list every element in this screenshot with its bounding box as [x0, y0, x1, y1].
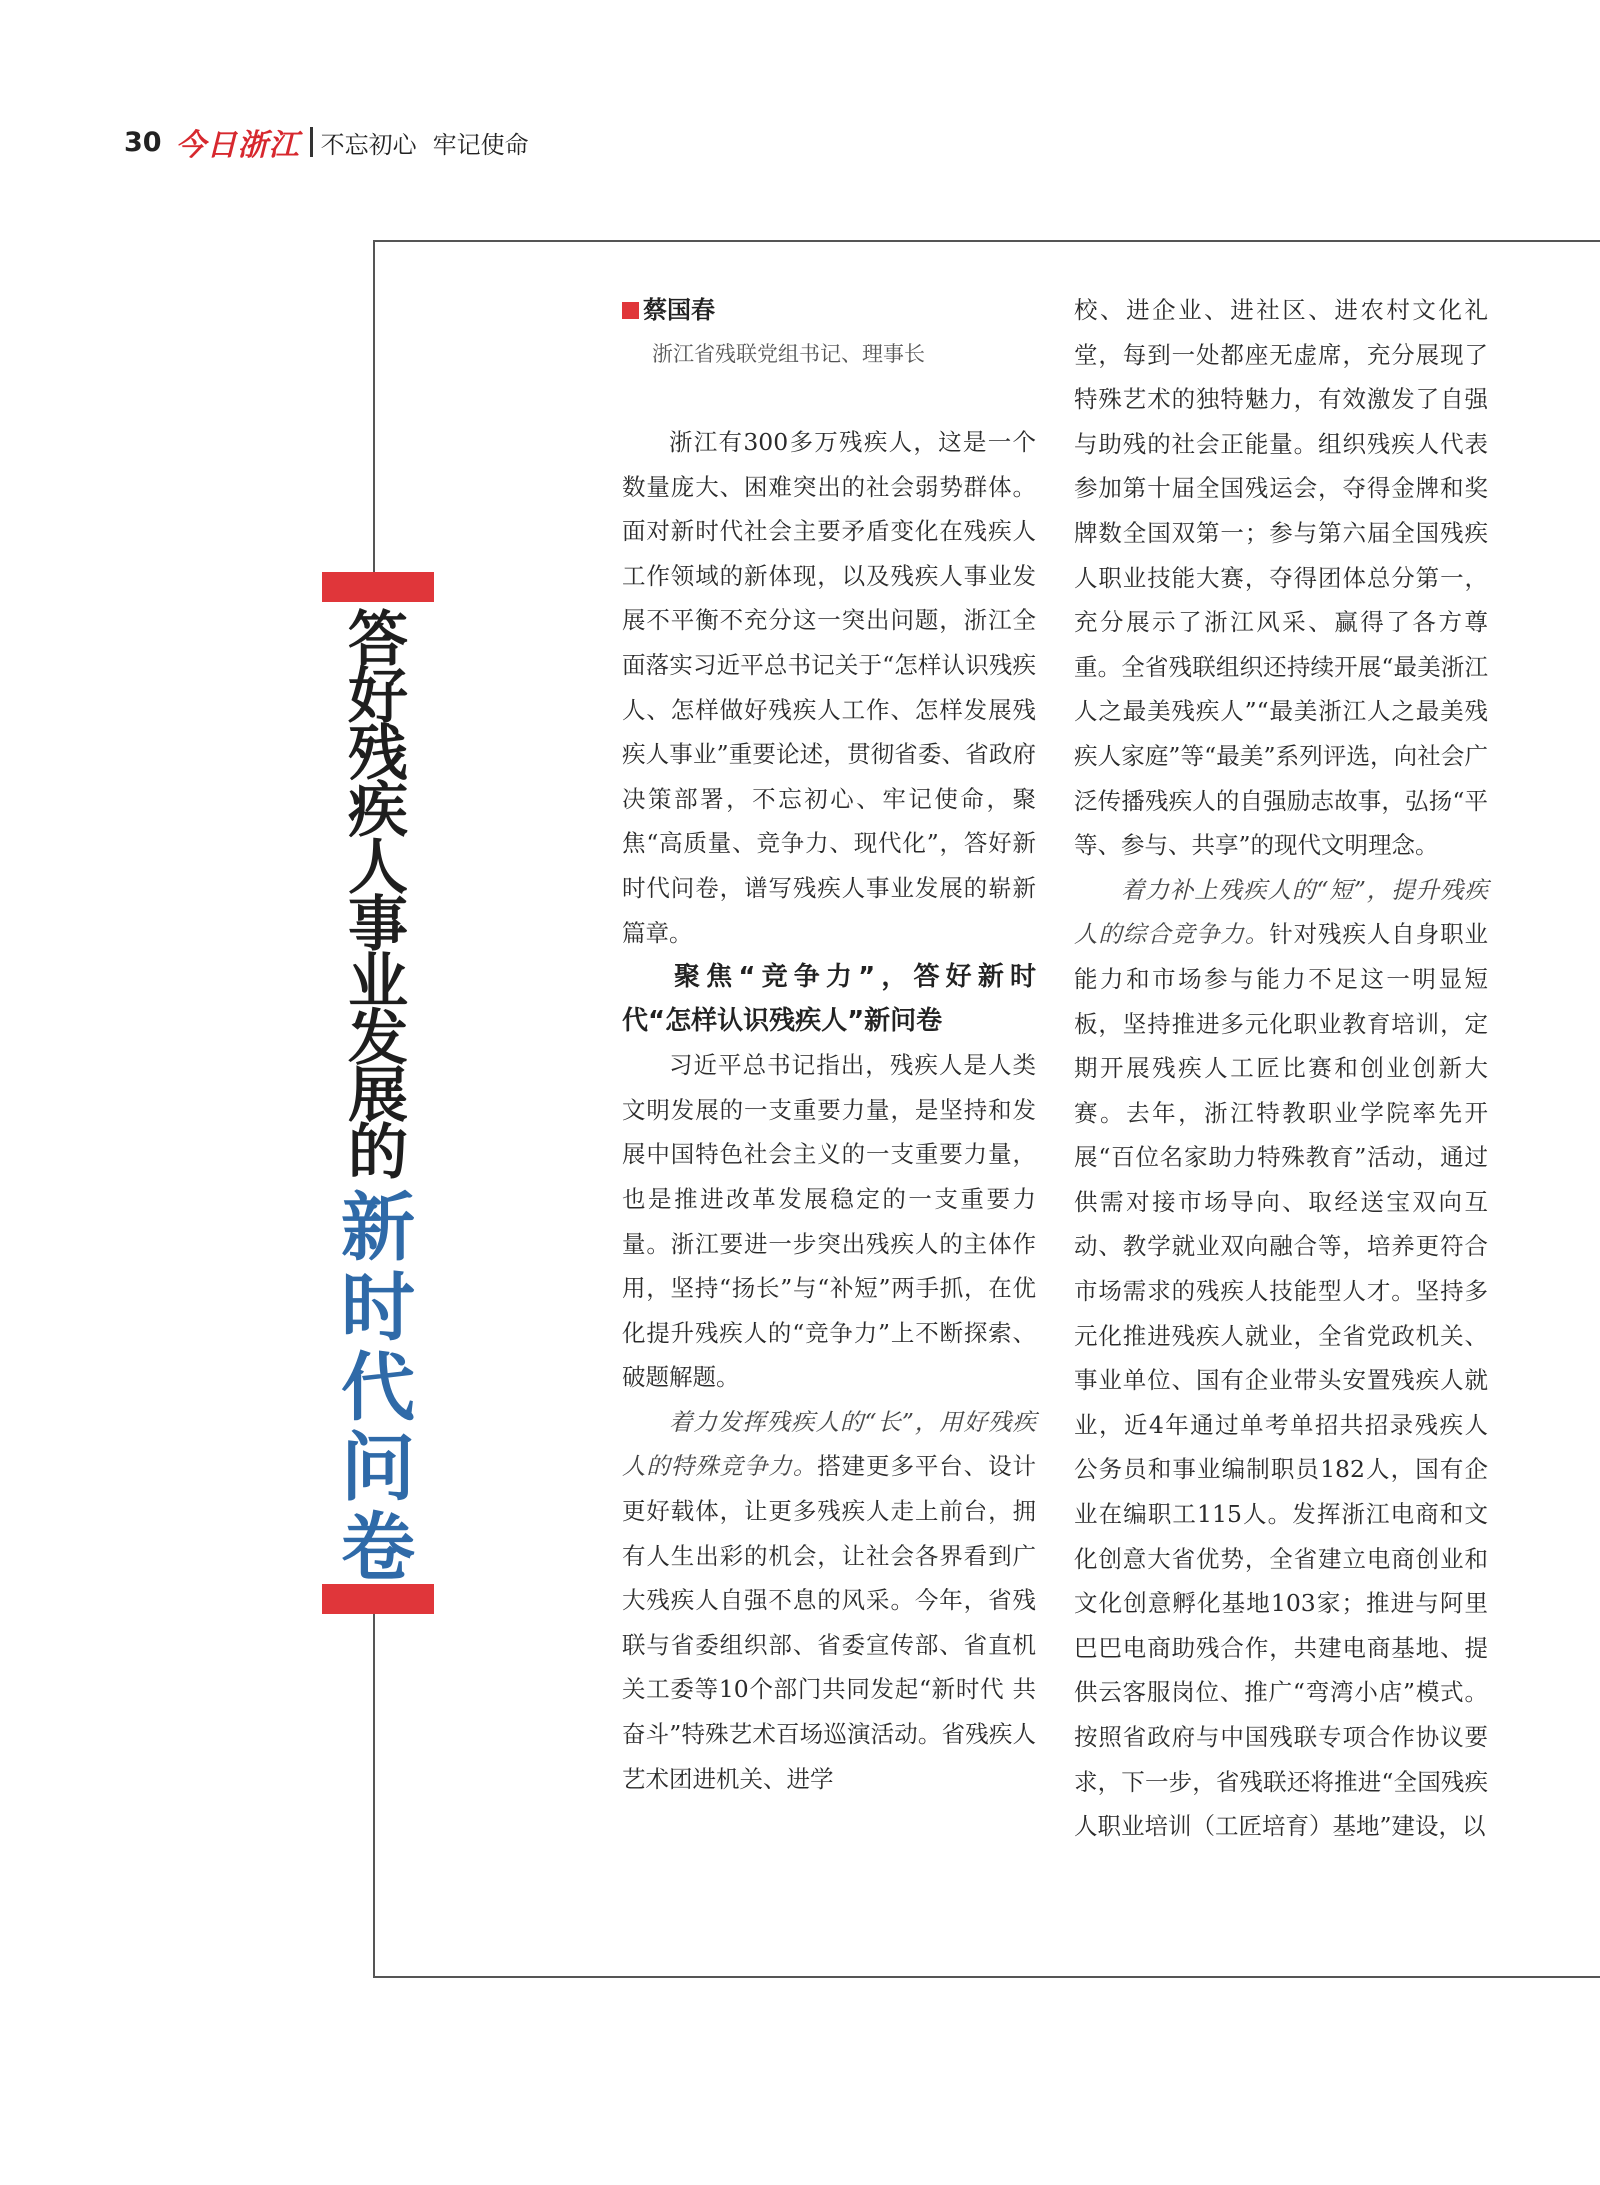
section-subhead: 聚焦“竞争力”，答好新时代“怎样认识残疾人”新问卷: [622, 962, 1036, 1037]
header-divider: [310, 127, 313, 157]
frame-border-bottom: [373, 1976, 1600, 1978]
body-paragraph: 习近平总书记指出，残疾人是人类文明发展的一支重要力量，是坚持和发展中国特色社会主义的一支重要力量，也是推进改革发展稳定的一支重要力量。浙江要进一步突出残疾人的主体作用，坚持“扬长”与“补短”两手抓，在优化提升残疾人的“竞争力”上不断探索、破题解题。: [622, 1051, 1036, 1392]
body-paragraph: [1074, 868, 1488, 1849]
magazine-logo: 今日浙江: [175, 128, 300, 163]
paragraph-lead: 着力补上残疾人的“短”，提升残疾人的综合竞争力。: [1074, 875, 1488, 949]
title-char: 展: [348, 1061, 408, 1131]
title-char: 好: [348, 662, 408, 732]
article-title: [338, 605, 418, 1188]
title-char: 人: [348, 833, 408, 903]
title-highlight-char: 时: [341, 1265, 415, 1351]
title-highlight-char: 问: [341, 1425, 415, 1511]
paragraph-text: 针对残疾人自身职业能力和市场参与能力不足这一明显短板，坚持推进多元化职业教育培训，定期开展残疾人工匠比赛和创业创新大赛。去年，浙江特教职业学院率先开展“百位名家助力特殊教育”活动，通过供需对接市场导向、取经送宝双向互动、教学就业双向融合等，培养更符合市场需求的残疾人技能型人才。坚持多元化推进残疾人就业，全省党政机关、事业单位、国有企业带头安置残疾人就业，近4年通过单考单招共招录残疾人公务员和事业编制职员182人，国有企业在编职工115人。发挥浙江电商和文化创意大省优势，全省建立电商创业和文化创意孵化基地103家；推进与阿里巴巴电商助残合作，共建电商基地、提供云客服岗位、推广“弯湾小店”模式。按照省政府与中国残联专项合作协议要求，下一步，省残联还将推进“全国残疾人职业培训（工匠培育）基地”建设，以: [1074, 920, 1488, 1841]
header-slogan-1: 不忘初心: [320, 130, 417, 159]
title-accent-bar-top: [322, 572, 434, 602]
frame-border-left-lower: [373, 1614, 375, 1978]
body-paragraph-continued: 校、进企业、进社区、进农村文化礼堂，每到一处都座无虚席，充分展现了特殊艺术的独特魅力，有效激发了自强与助残的社会正能量。组织残疾人代表参加第十届全国残运会，夺得金牌和奖牌数全国双第一；参与第六届全国残疾人职业技能大赛，夺得团体总分第一，充分展示了浙江风采、赢得了各方尊重。全省残联组织还持续开展“最美浙江人之最美残疾人”“最美浙江人之最美残疾人家庭”等“最美”系列评选，向社会广泛传播残疾人的自强励志故事，弘扬“平等、参与、共享”的现代文明理念。: [1074, 296, 1488, 860]
title-char: 的: [348, 1118, 408, 1188]
text-column-2: [1074, 288, 1488, 1849]
title-char: 残: [348, 719, 408, 789]
page-number: 30: [124, 126, 162, 158]
author-position: 浙江省残联党组书记、理事长: [652, 342, 925, 366]
frame-border-left-upper: [373, 240, 375, 572]
article-title-highlight: [338, 1185, 418, 1591]
title-highlight-char: 新: [341, 1185, 415, 1271]
title-char: 业: [348, 947, 408, 1017]
text-column-1: [622, 288, 1036, 1801]
intro-paragraph: 浙江有300多万残疾人，这是一个数量庞大、困难突出的社会弱势群体。面对新时代社会主要矛盾变化在残疾人工作领域的新体现，以及残疾人事业发展不平衡不充分这一突出问题，浙江全面落实习近平总书记关于“怎样认识残疾人、怎样做好残疾人工作、怎样发展残疾人事业”重要论述，贯彻省委、省政府决策部署，不忘初心、牢记使命，聚焦“高质量、竞争力、现代化”，答好新时代问卷，谱写残疾人事业发展的崭新篇章。: [622, 428, 1036, 947]
title-char: 事: [348, 890, 408, 960]
title-char: 疾: [348, 776, 408, 846]
author-name: 蔡国春: [643, 296, 715, 324]
author-marker: [622, 302, 639, 319]
author-byline: [622, 288, 1036, 332]
title-char: 发: [348, 1004, 408, 1074]
title-char: 答: [348, 605, 408, 675]
header-slogan-2: 牢记使命: [432, 130, 529, 159]
frame-border-top: [373, 240, 1600, 242]
paragraph-text: 搭建更多平台、设计更好载体，让更多残疾人走上前台，拥有人生出彩的机会，让社会各界看到广大残疾人自强不息的风采。今年，省残联与省委组织部、省委宣传部、省直机关工委等10个部门共同发起“新时代 共奋斗”特殊艺术百场巡演活动。省残疾人艺术团进机关、进学: [622, 1452, 1036, 1793]
title-highlight-char: 卷: [341, 1505, 415, 1591]
title-highlight-char: 代: [341, 1345, 415, 1431]
page-header: [124, 122, 529, 162]
paragraph-lead: 着力发挥残疾人的“长”，用好残疾人的特殊竞争力。: [622, 1407, 1036, 1481]
body-paragraph: [622, 1400, 1036, 1801]
